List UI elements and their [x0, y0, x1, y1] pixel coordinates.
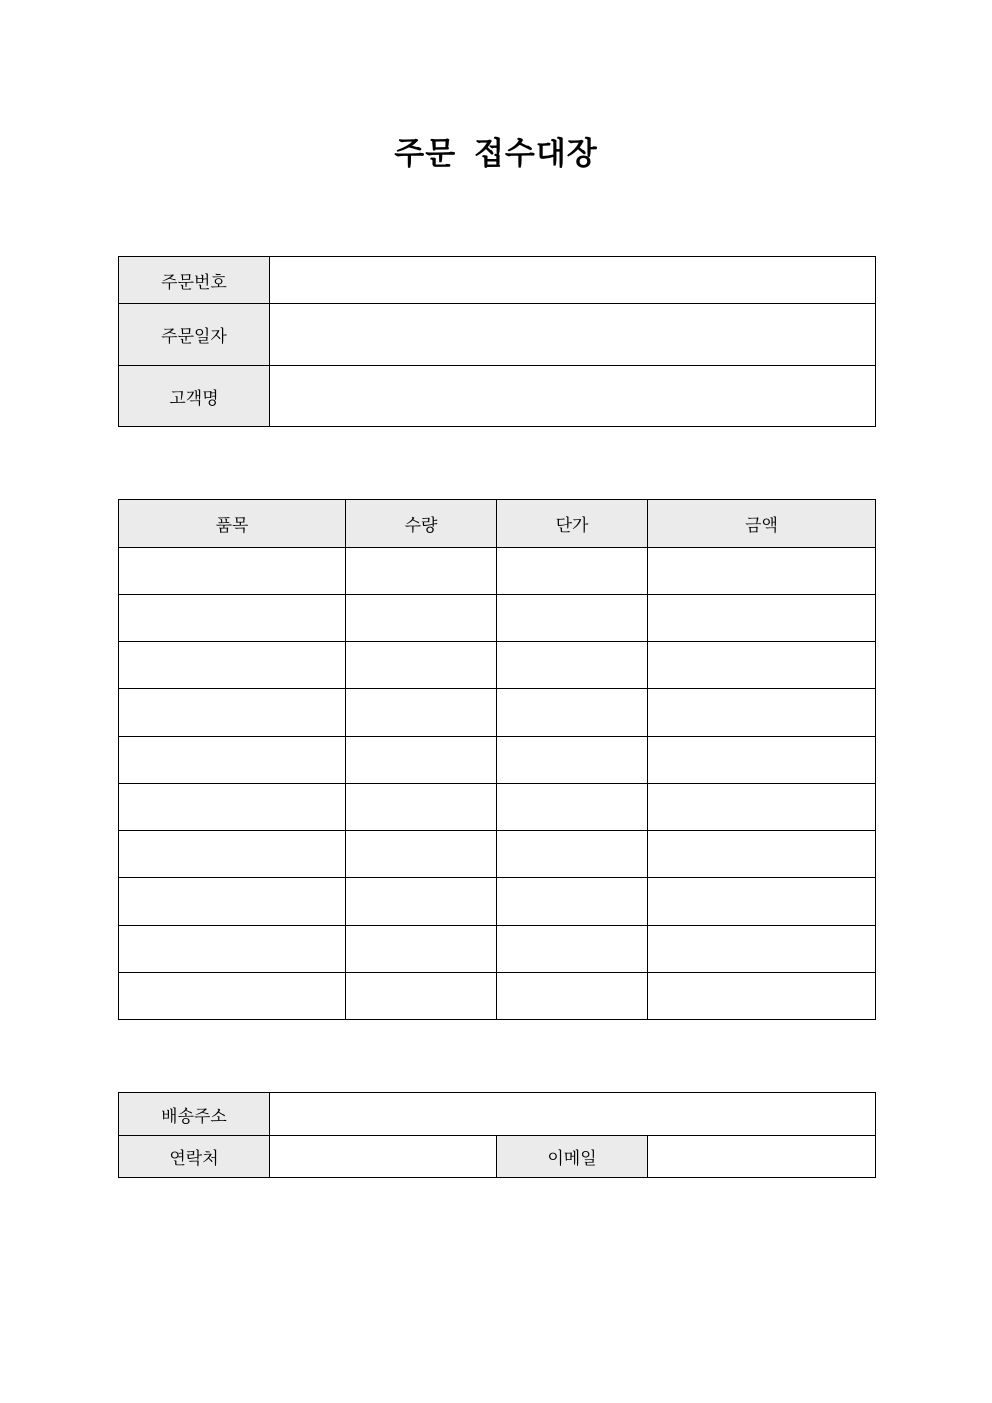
- quantity-cell[interactable]: [346, 878, 497, 926]
- table-row: [119, 878, 876, 926]
- unit-price-cell[interactable]: [497, 548, 648, 595]
- order-date-row: [119, 304, 876, 366]
- items-header-row: [119, 500, 876, 548]
- quantity-cell[interactable]: [346, 926, 497, 973]
- quantity-cell[interactable]: [346, 689, 497, 737]
- table-row: [119, 973, 876, 1020]
- email-label: 이메일: [497, 1136, 648, 1178]
- order-date-label: 주문일자: [119, 304, 270, 366]
- contact-row: [119, 1136, 876, 1178]
- item-cell[interactable]: [119, 595, 346, 642]
- contact-field[interactable]: [270, 1136, 497, 1178]
- item-cell[interactable]: [119, 878, 346, 926]
- amount-cell[interactable]: [648, 784, 876, 831]
- unit-price-cell[interactable]: [497, 973, 648, 1020]
- unit-price-cell[interactable]: [497, 595, 648, 642]
- unit-price-cell[interactable]: [497, 831, 648, 878]
- item-cell[interactable]: [119, 548, 346, 595]
- unit-price-cell[interactable]: [497, 737, 648, 784]
- quantity-cell[interactable]: [346, 642, 497, 689]
- table-row: [119, 784, 876, 831]
- amount-cell[interactable]: [648, 689, 876, 737]
- address-row: [119, 1093, 876, 1136]
- unit-price-cell[interactable]: [497, 642, 648, 689]
- item-cell[interactable]: [119, 689, 346, 737]
- order-number-row: [119, 257, 876, 304]
- customer-name-row: [119, 366, 876, 427]
- order-number-label: 주문번호: [119, 257, 270, 304]
- order-date-field[interactable]: [270, 304, 876, 366]
- table-row: [119, 737, 876, 784]
- unit-price-cell[interactable]: [497, 689, 648, 737]
- amount-cell[interactable]: [648, 973, 876, 1020]
- item-cell[interactable]: [119, 642, 346, 689]
- address-label: 배송주소: [119, 1093, 270, 1136]
- email-field[interactable]: [648, 1136, 876, 1178]
- quantity-cell[interactable]: [346, 831, 497, 878]
- table-row: [119, 548, 876, 595]
- order-number-field[interactable]: [270, 257, 876, 304]
- amount-cell[interactable]: [648, 548, 876, 595]
- quantity-cell[interactable]: [346, 784, 497, 831]
- order-info-table: [118, 256, 876, 427]
- customer-name-field[interactable]: [270, 366, 876, 427]
- amount-cell[interactable]: [648, 595, 876, 642]
- amount-cell[interactable]: [648, 737, 876, 784]
- page-title: 주문 접수대장: [394, 136, 598, 172]
- table-row: [119, 689, 876, 737]
- unit-price-cell[interactable]: [497, 926, 648, 973]
- table-row: [119, 595, 876, 642]
- amount-cell[interactable]: [648, 878, 876, 926]
- address-field[interactable]: [270, 1093, 876, 1136]
- quantity-column-header: 수량: [346, 500, 497, 548]
- item-cell[interactable]: [119, 784, 346, 831]
- amount-cell[interactable]: [648, 642, 876, 689]
- unit-price-cell[interactable]: [497, 784, 648, 831]
- table-row: [119, 642, 876, 689]
- item-cell[interactable]: [119, 737, 346, 784]
- contact-label: 연락처: [119, 1136, 270, 1178]
- order-items-table: [118, 499, 876, 1020]
- item-cell[interactable]: [119, 926, 346, 973]
- table-row: [119, 831, 876, 878]
- quantity-cell[interactable]: [346, 595, 497, 642]
- table-row: [119, 926, 876, 973]
- customer-name-label: 고객명: [119, 366, 270, 427]
- quantity-cell[interactable]: [346, 737, 497, 784]
- amount-cell[interactable]: [648, 926, 876, 973]
- unit-price-cell[interactable]: [497, 878, 648, 926]
- item-column-header: 품목: [119, 500, 346, 548]
- delivery-info-table: [118, 1092, 876, 1178]
- amount-column-header: 금액: [648, 500, 876, 548]
- unit-price-column-header: 단가: [497, 500, 648, 548]
- item-cell[interactable]: [119, 831, 346, 878]
- item-cell[interactable]: [119, 973, 346, 1020]
- quantity-cell[interactable]: [346, 548, 497, 595]
- quantity-cell[interactable]: [346, 973, 497, 1020]
- amount-cell[interactable]: [648, 831, 876, 878]
